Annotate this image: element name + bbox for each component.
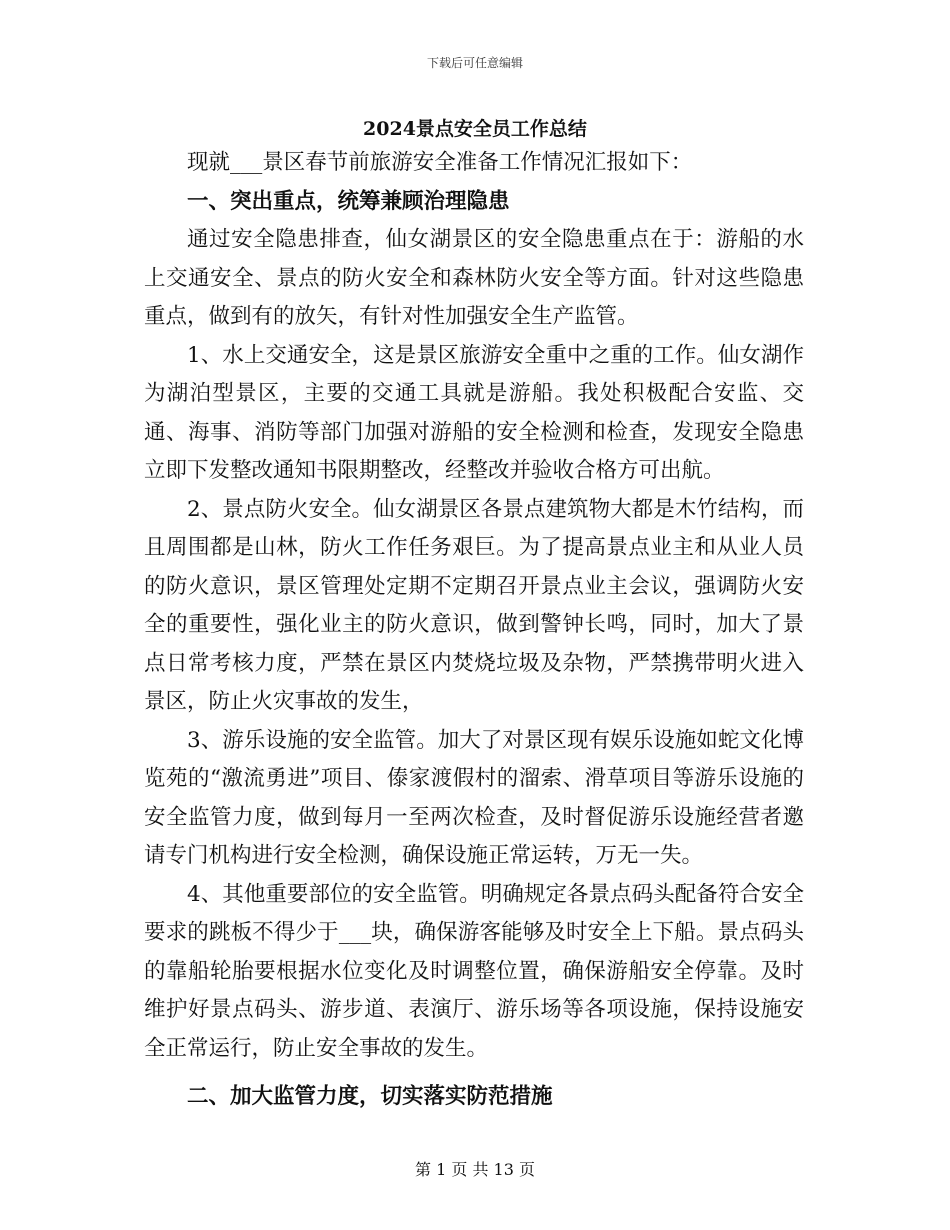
intro-paragraph: 现就___景区春节前旅游安全准备工作情况汇报如下： (187, 150, 693, 175)
item-1-paragraph: 1、水上交通安全，这是景区旅游安全重中之重的工作。仙女湖作为湖泊型景区，主要的交通工具就是游船。我处积极配合安监、交通、海事、消防等部门加强对游船的安全检测和检查，发现安全隐患立即下发整改通知书限期整改，经整改并验收合格方可出航。 (144, 342, 804, 483)
item-4-paragraph: 4、其他重要部位的安全监管。明确规定各景点码头配备符合安全要求的跳板不得少于___块，确保游客能够及时安全上下船。景点码头的靠船轮胎要根据水位变化及时调整位置，确保游船安全停靠。及时维护好景点码头、游步道、表演厅、游乐场等各项设施，保持设施安全正常运行，防止安全事故的发生。 (144, 881, 804, 1061)
overview-paragraph: 通过安全隐患排查，仙女湖景区的安全隐患重点在于：游船的水上交通安全、景点的防火安全和森林防火安全等方面。针对这些隐患重点，做到有的放矢，有针对性加强安全生产监管。 (144, 227, 804, 329)
item-2-paragraph: 2、景点防火安全。仙女湖景区各景点建筑物大都是木竹结构，而且周围都是山林，防火工作任务艰巨。为了提高景点业主和从业人员的防火意识，景区管理处定期不定期召开景点业主会议，强调防火安全的重要性，强化业主的防火意识，做到警钟长鸣，同时，加大了景点日常考核力度，严禁在景区内焚烧垃圾及杂物，严禁携带明火进入景区，防止火灾事故的发生， (144, 496, 804, 714)
section-heading-1: 一、突出重点，统筹兼顾治理隐患 (187, 188, 510, 214)
header-note: 下载后可任意编辑 (426, 56, 523, 70)
document-body (144, 144, 804, 1117)
page-number-footer: 第 1 页 共 13 页 (415, 1160, 535, 1179)
document-title: 2024景点安全员工作总结 (363, 118, 587, 140)
item-3-paragraph: 3、游乐设施的安全监管。加大了对景区现有娱乐设施如蛇文化博览苑的“激流勇进”项目、傣家渡假村的溜索、滑草项目等游乐设施的安全监管力度，做到每月一至两次检查，及时督促游乐设施经营者邀请专门机构进行安全检测，确保设施正常运转，万无一失。 (144, 727, 804, 868)
section-heading-2: 二、加大监管力度，切实落实防范措施 (187, 1084, 553, 1109)
